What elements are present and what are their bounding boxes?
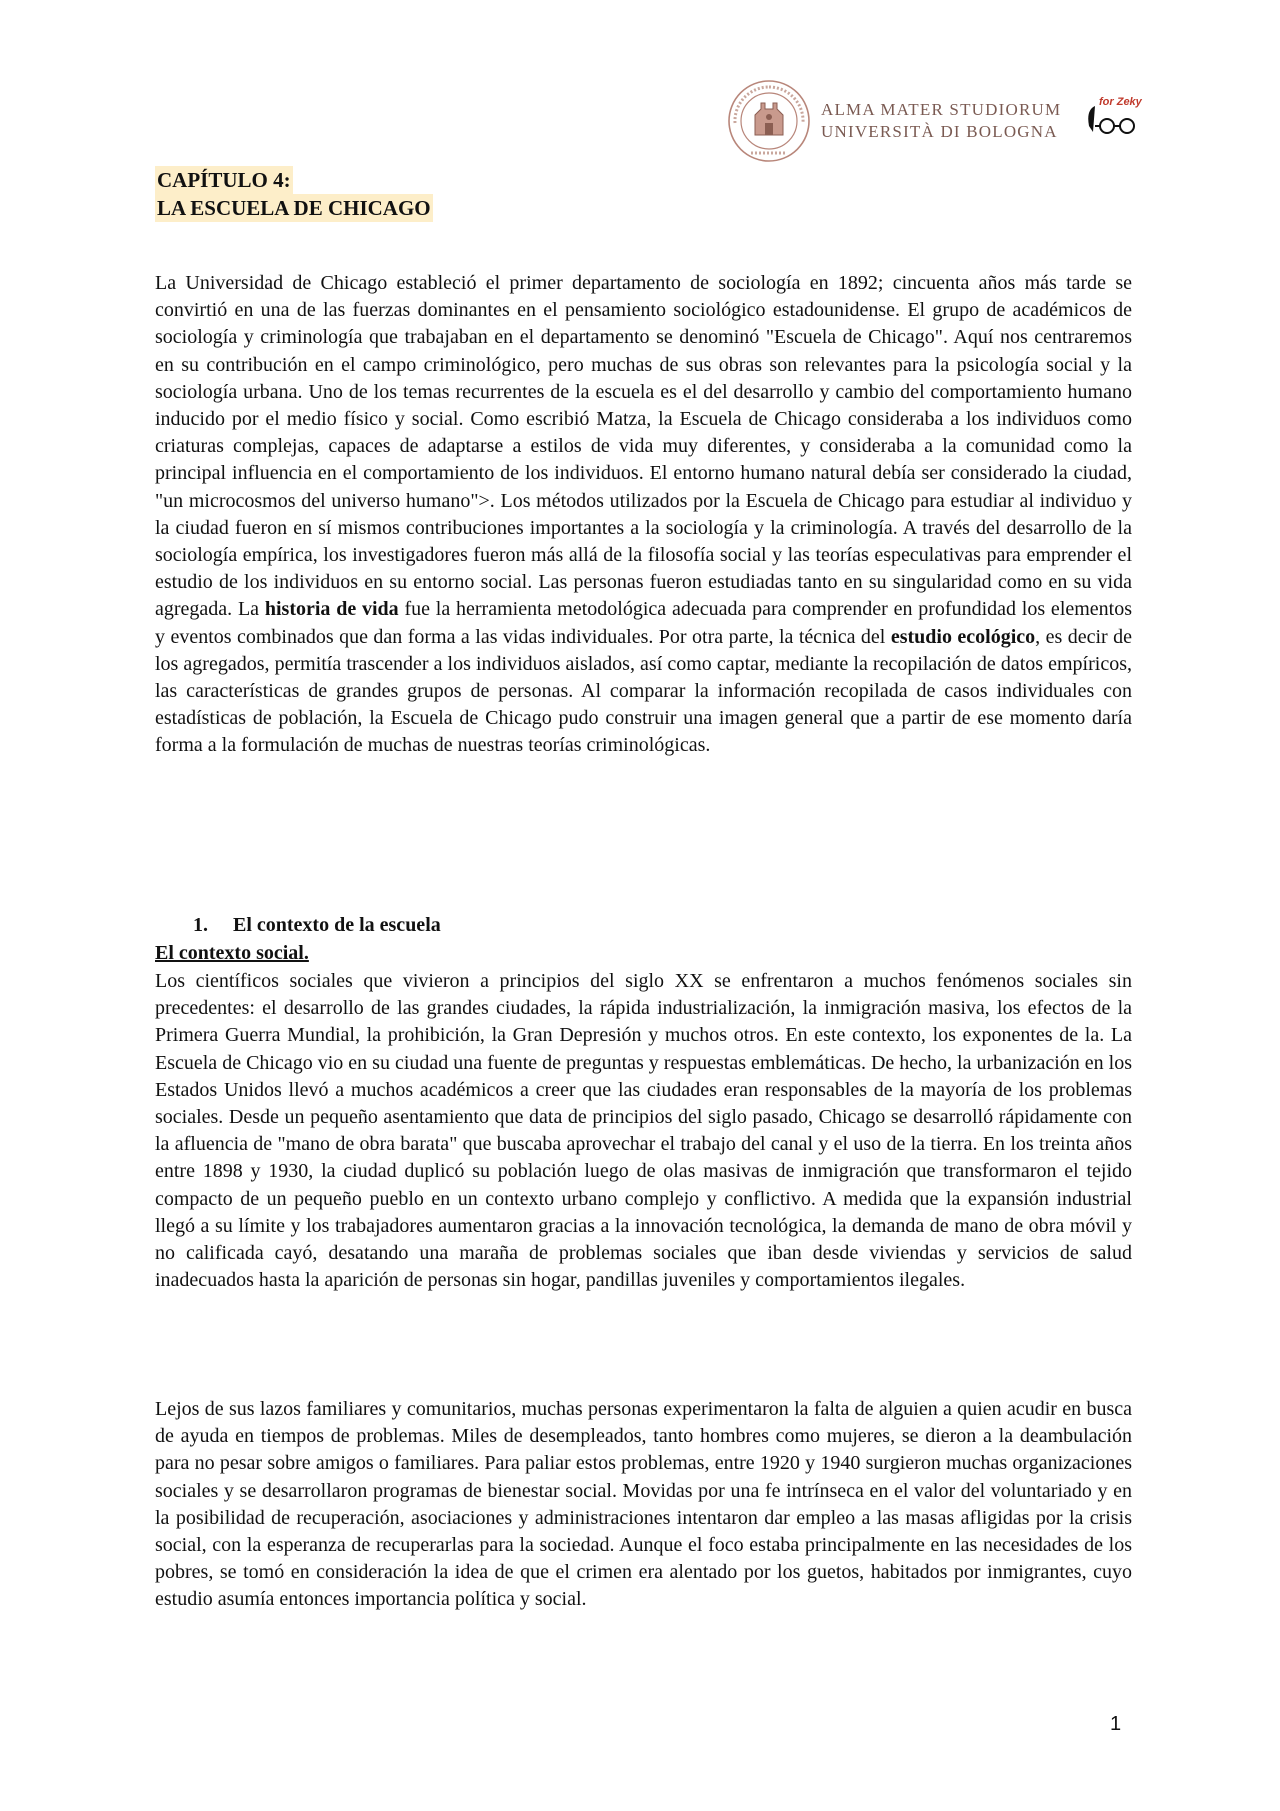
- section-paragraph-2-text: Lejos de sus lazos familiares y comunitarios, muchas personas experimentaron la falta de alguien a quien acudir en busca de ayuda en tiempos de problemas. Miles de desempleados, tanto hombres como mujeres, se dieron a la deambulación para no pesar sobre amigos o familiares. Para paliar estos problemas, entre 1920 y 1940 surgieron muchas organizaciones sociales y se desarrollaron programas de bienestar social. Movidas por una fe intrínseca en el valor del voluntariado y en la posibilidad de recuperación, asociaciones y administraciones intentaron dar empleo a las masas afligidas por la crisis social, con la esperanza de recuperarlas para la sociedad. Aunque el foco estaba principalmente en las necesidades de los pobres, se tomó en consideración la idea de que el crimen era alentado por los guetos, habitados por inmigrantes, cuyo estudio asumía entonces importancia política y social.: [155, 1398, 1132, 1611]
- for-zeky-tag: [1083, 96, 1143, 138]
- university-logo: [727, 78, 1142, 164]
- section-paragraph-1: [155, 968, 1132, 1294]
- intro-paragraph: [155, 270, 1132, 760]
- intro-bold-2: estudio ecológico: [890, 625, 1036, 648]
- chapter-heading: [155, 166, 433, 222]
- logo-line-2: UNIVERSITÀ DI BOLOGNA: [821, 122, 1058, 141]
- intro-bold-1: historia de vida: [264, 598, 399, 621]
- subheading: El contexto social.: [155, 942, 309, 964]
- glasses-icon: [1083, 96, 1143, 138]
- for-zeky-label: for Zeky: [1099, 96, 1142, 108]
- chapter-title: LA ESCUELA DE CHICAGO: [157, 196, 431, 220]
- section-number: 1.: [193, 914, 208, 936]
- chapter-number: CAPÍTULO 4:: [157, 168, 291, 192]
- intro-text-3: , es decir de los agregados, permitía trascender a los individuos aislados, así como captar, mediante la recopilación de datos empíricos, las características de grandes grupos de personas. Al comparar la información recopilada de casos individuales con estadísticas de población, la Escuela de Chicago pudo construir una imagen general que a partir de ese momento daría forma a la formulación de muchas de nuestras teorías criminológicas.: [155, 625, 1133, 757]
- logo-line-1: ALMA MATER STUDIORUM: [821, 100, 1062, 119]
- university-seal-icon: [727, 79, 811, 163]
- intro-text-1: La Universidad de Chicago estableció el primer departamento de sociología en 1892; cincuenta años más tarde se convirtió en una de las fuerzas dominantes en el pensamiento sociológico estadounidense. El grupo de académicos de sociología y criminología que trabajaban en el departamento se denominó "Escuela de Chicago". Aquí nos centraremos en su contribución en el campo criminológico, pero muchas de sus obras son relevantes para la psicología social y la sociología urbana. Uno de los temas recurrentes de la escuela es el del desarrollo y cambio del comportamiento humano inducido por el medio físico y social. Como escribió Matza, la Escuela de Chicago consideraba a los individuos como criaturas complejas, capaces de adaptarse a estilos de vida muy diferentes, y consideraba a la comunidad como la principal influencia en el comportamiento de los individuos. El entorno humano natural debía ser considerado la ciudad, "un microcosmos del universo humano">. Los métodos utilizados por la Escuela de Chicago para estudiar al individuo y la ciudad fueron en sí mismos contribuciones importantes a la sociología y la criminología. A través del desarrollo de la sociología empírica, los investigadores fueron más allá de la filosofía social y las teorías especulativas para emprender el estudio de los individuos en su entorno social. Las personas fueron estudiadas tanto en su singularidad como en su vida agregada. La: [155, 272, 1132, 621]
- section-heading: [193, 912, 441, 939]
- section-paragraph-2: [155, 1396, 1132, 1614]
- page-number: 1: [1110, 1713, 1122, 1735]
- logo-wordmark: [821, 99, 1061, 143]
- section-paragraph-1-text: Los científicos sociales que vivieron a principios del siglo XX se enfrentaron a muchos fenómenos sociales sin precedentes: el desarrollo de las grandes ciudades, la rápida industrialización, la inmigración masiva, los efectos de la Primera Guerra Mundial, la prohibición, la Gran Depresión y muchos otros. En este contexto, los exponentes de la. La Escuela de Chicago vio en su ciudad una fuente de preguntas y respuestas emblemáticas. De hecho, la urbanización en los Estados Unidos llevó a muchos académicos a creer que las ciudades eran responsables de la mayoría de los problemas sociales. Desde un pequeño asentamiento que data de principios del siglo pasado, Chicago se desarrolló rápidamente con la afluencia de "mano de obra barata" que buscaba aprovechar el trabajo del canal y el uso de la tierra. En los treinta años entre 1898 y 1930, la ciudad duplicó su población luego de olas masivas de inmigración que transformaron el tejido compacto de un pequeño pueblo en un contexto urbano complejo y conflictivo. A medida que la expansión industrial llegó a su límite y los trabajadores aumentaron gracias a la innovación tecnológica, la demanda de mano de obra móvil y no calificada cayó, desatando una maraña de problemas sociales que iban desde viviendas y servicios de salud inadecuados hasta la aparición de personas sin hogar, pandillas juveniles y comportamientos ilegales.: [155, 970, 1132, 1292]
- intro-text-2: fue la herramienta metodológica adecuada para comprender en profundidad los elementos y eventos combinados que dan forma a las vidas individuales. Por otra parte, la técnica del: [155, 598, 1133, 648]
- section-title: El contexto de la escuela: [233, 914, 441, 936]
